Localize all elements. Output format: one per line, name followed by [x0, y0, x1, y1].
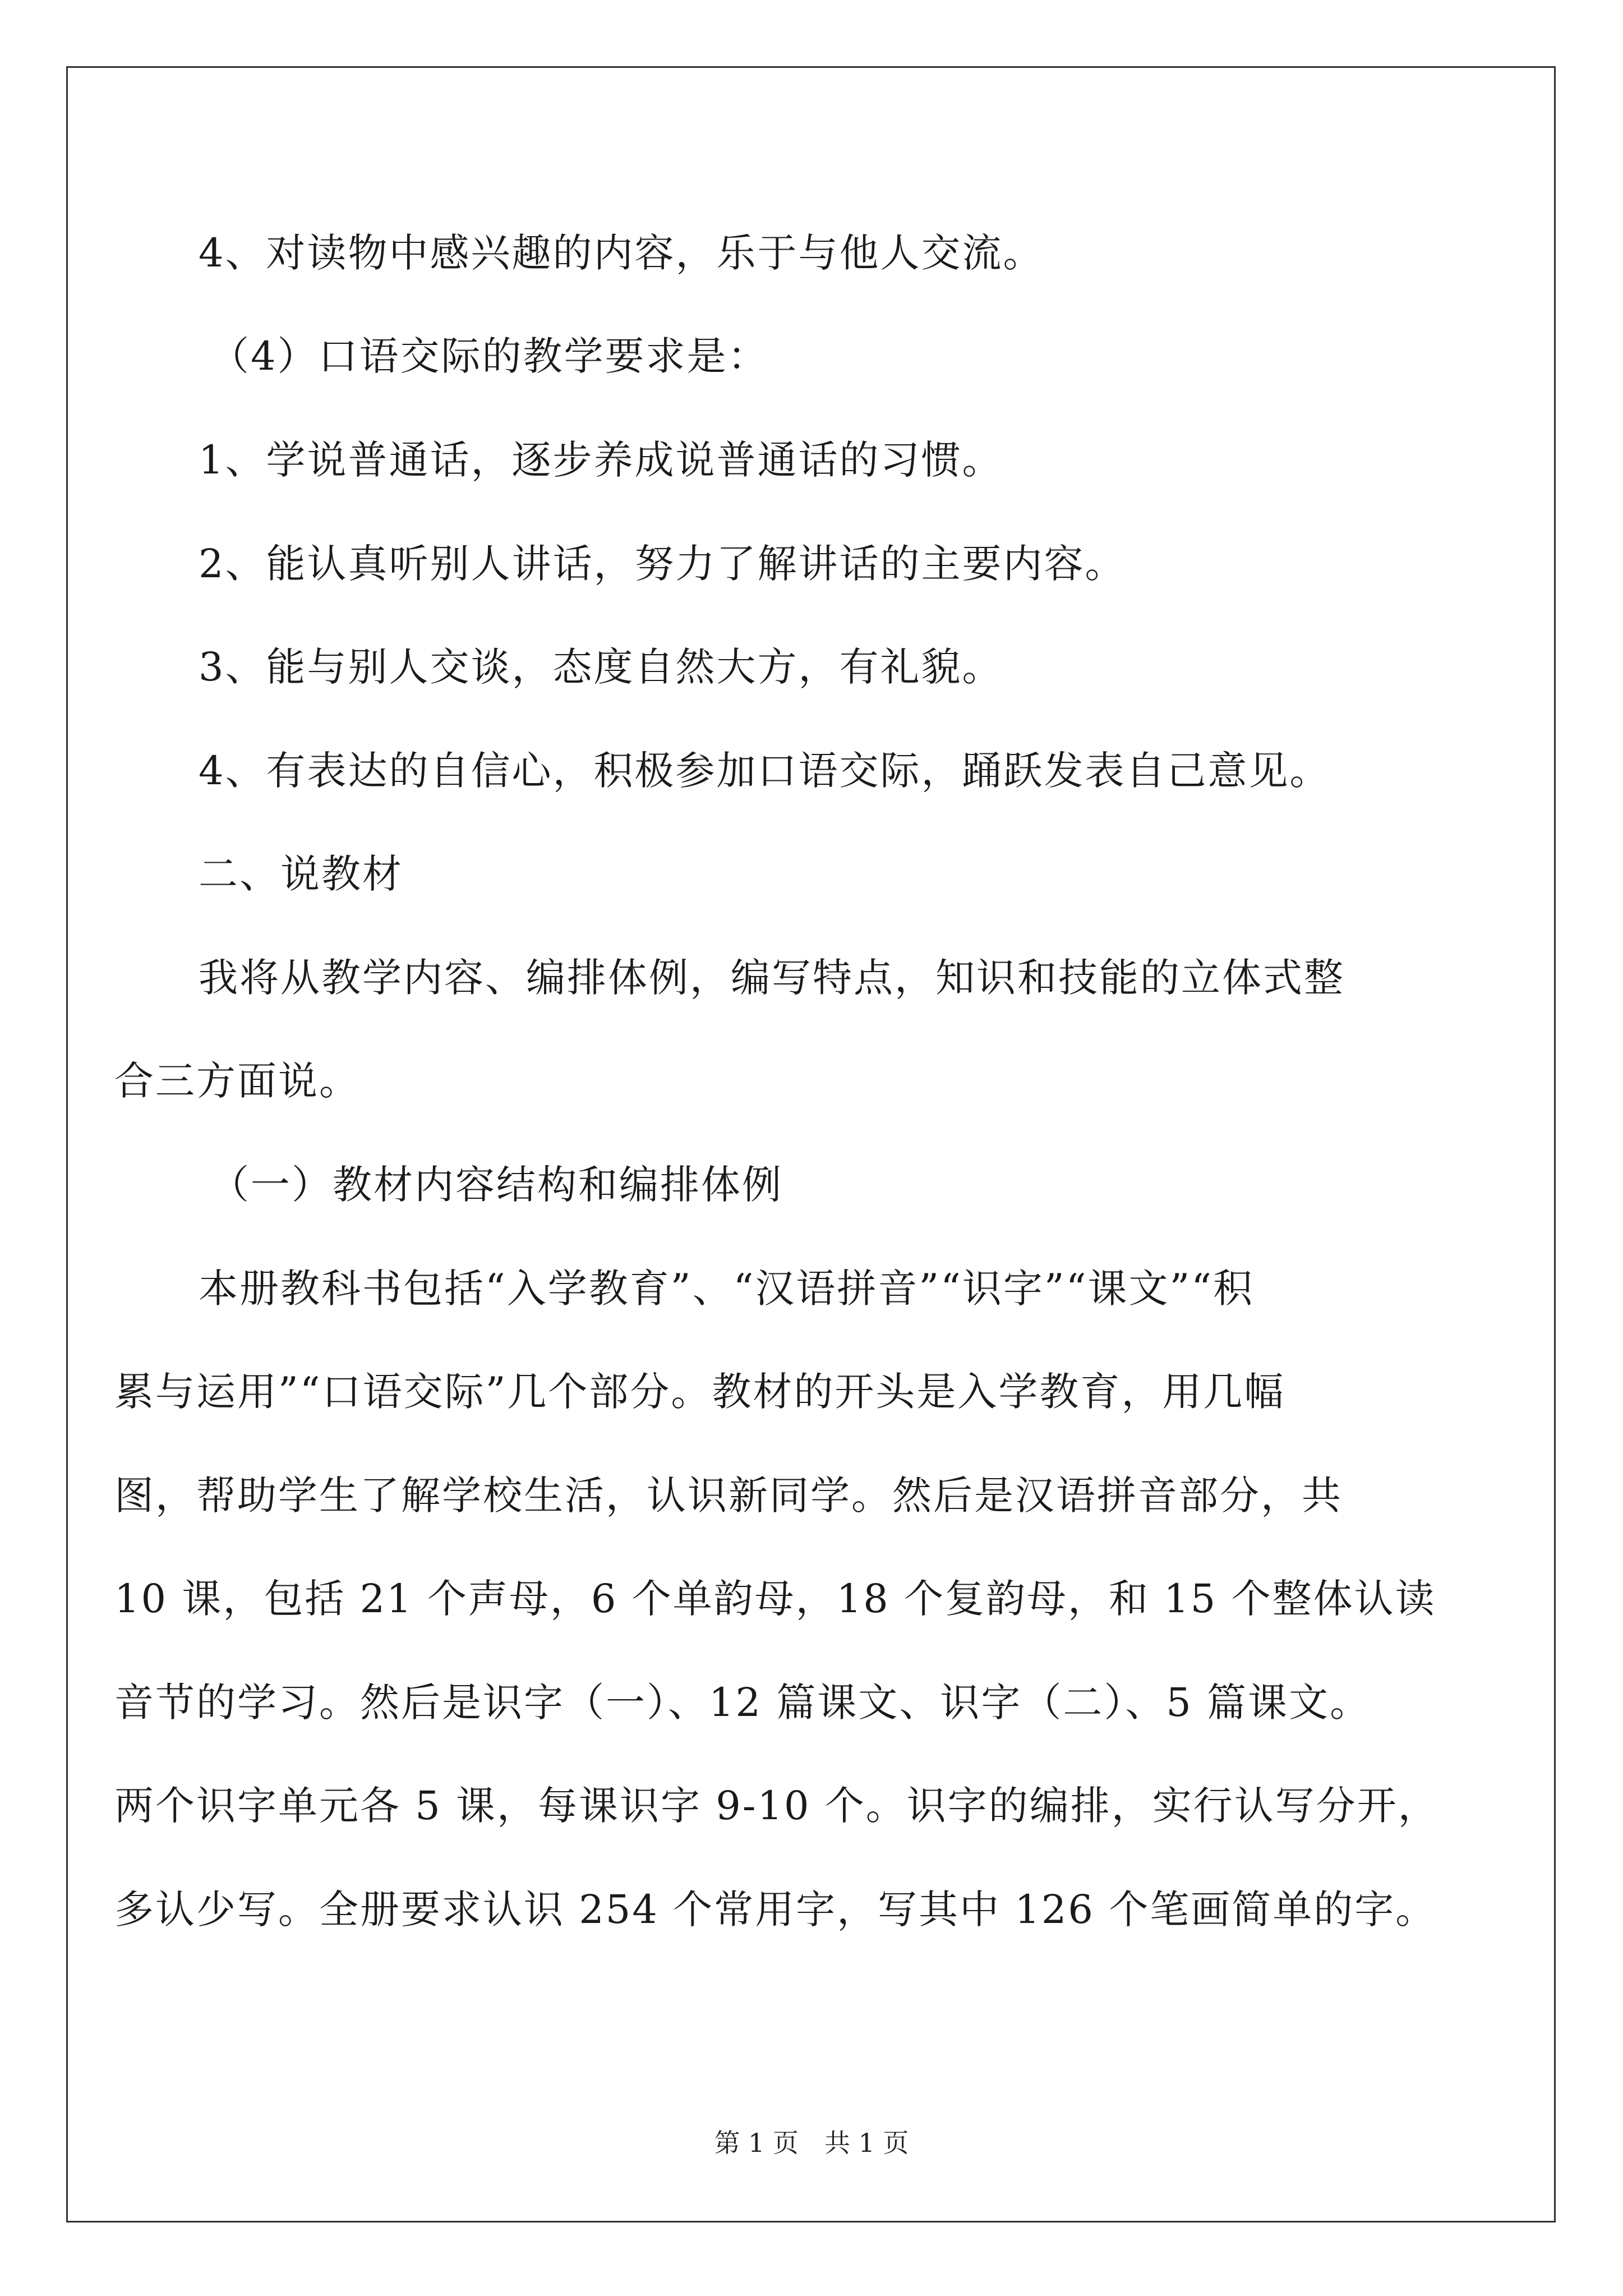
paragraph-structure-line-7: 多认少写。全册要求认识 254 个常用字，写其中 126 个笔画简单的字。 [114, 1887, 1437, 1932]
paragraph-structure-line-6: 两个识字单元各 5 课，每课识字 9-10 个。识字的编排，实行认写分开， [114, 1783, 1439, 1829]
paragraph-reading-item-4: 4、对读物中感兴趣的内容，乐于与他人交流。 [199, 230, 1044, 276]
paragraph-structure-line-1: 本册教科书包括“入学教育”、“汉语拼音”“识字”“课文”“积 [199, 1266, 1255, 1312]
paragraph-intro-line-2: 合三方面说。 [114, 1058, 360, 1104]
paragraph-structure-line-3: 图，帮助学生了解学校生活，认识新同学。然后是汉语拼音部分，共 [114, 1473, 1343, 1519]
paragraph-oral-item-2: 2、能认真听别人讲话，努力了解讲话的主要内容。 [199, 541, 1126, 587]
paragraph-oral-heading: （4）口语交际的教学要求是： [210, 333, 769, 379]
paragraph-oral-item-4: 4、有表达的自信心，积极参加口语交际，踊跃发表自己意见。 [199, 748, 1331, 794]
subsection-heading-structure: （一）教材内容结构和编排体例 [210, 1162, 783, 1208]
paragraph-intro-line-1: 我将从教学内容、编排体例，编写特点，知识和技能的立体式整 [199, 955, 1345, 1001]
paragraph-oral-item-1: 1、学说普通话，逐步养成说普通话的习惯。 [199, 437, 1003, 483]
paragraph-structure-line-4: 10 课，包括 21 个声母，6 个单韵母，18 个复韵母，和 15 个整体认读 [114, 1576, 1436, 1622]
paragraph-structure-line-2: 累与运用”“口语交际”几个部分。教材的开头是入学教育，用几幅 [114, 1369, 1285, 1415]
page-footer: 第 1 页 共 1 页 [714, 2128, 909, 2158]
paragraph-structure-line-5: 音节的学习。然后是识字（一）、12 篇课文、识字（二）、5 篇课文。 [114, 1680, 1371, 1726]
paragraph-oral-item-3: 3、能与别人交谈，态度自然大方，有礼貌。 [199, 644, 1003, 690]
section-heading-textbook: 二、说教材 [199, 851, 403, 897]
